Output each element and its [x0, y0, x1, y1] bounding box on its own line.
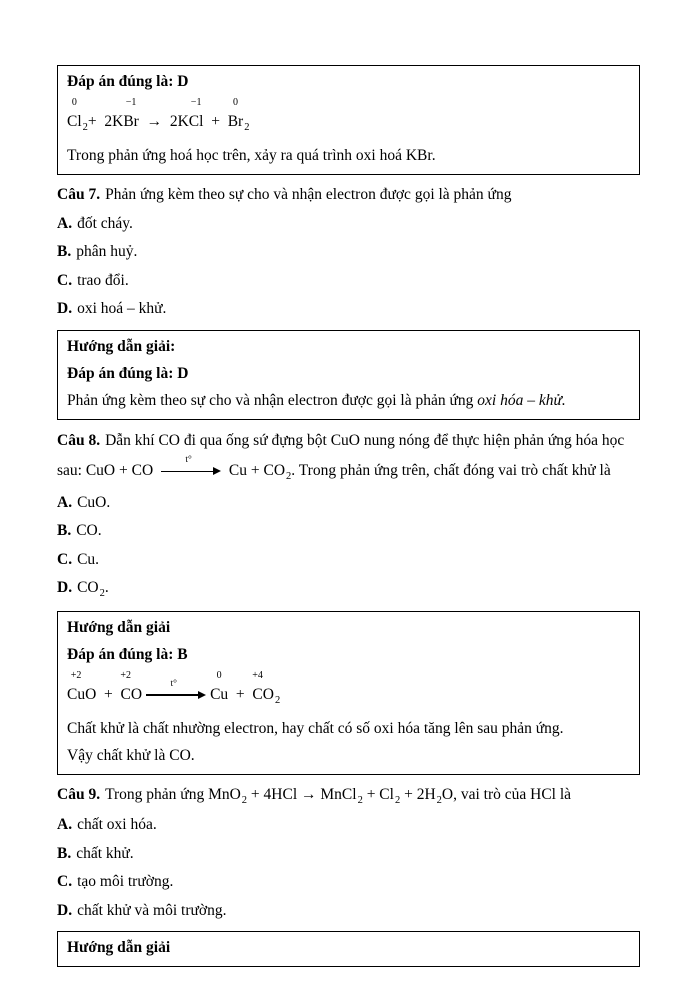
- q9-question: [57, 781, 640, 812]
- solution-note: Trong phản ứng hoá học trên, xảy ra quá trình oxi hoá KBr.: [67, 147, 436, 164]
- q9-option-d: [57, 897, 640, 926]
- option-formula: $CO_2$.: [77, 579, 109, 599]
- solution-text-2: Vậy chất khử là CO.: [67, 746, 195, 764]
- answer-line: [67, 68, 630, 95]
- option-text: tạo môi trường.: [77, 873, 174, 890]
- solution-box-q8: [57, 611, 640, 775]
- option-text: chất khử và môi trường.: [77, 901, 227, 919]
- option-letter: D.: [57, 579, 73, 596]
- option-letter: B.: [57, 243, 72, 260]
- solution-heading: Hướng dẫn giải: [67, 618, 171, 636]
- option-letter: A.: [57, 214, 73, 232]
- solution-heading: Hướng dẫn giải:: [67, 337, 176, 355]
- solution-text-1: Chất khử là chất nhường electron, hay chất có số oxi hóa tăng lên sau phản ứng.: [67, 719, 564, 737]
- q9-number: Câu 9.: [57, 785, 101, 803]
- q8-option-a: [57, 489, 640, 518]
- q8-text-before: Dẫn khí CO đi qua ống sứ đựng bột CuO nung nóng để thực hiện phản ứng hóa học sau:: [57, 431, 625, 479]
- option-letter: A.: [57, 816, 73, 833]
- document-page: [57, 65, 640, 973]
- option-formula: Cu.: [77, 550, 100, 568]
- option-text: oxi hoá – khử.: [77, 300, 167, 317]
- q8-number: Câu 8.: [57, 431, 101, 449]
- option-letter: D.: [57, 901, 73, 919]
- option-text: chất oxi hóa.: [77, 816, 157, 833]
- chemical-equation-q8: +2 CuO + +2 CO t° 0 Cu + +4 $CO_2$: [67, 669, 281, 706]
- q9-option-c: [57, 868, 640, 897]
- answer-text: Đáp án đúng là: D: [67, 73, 189, 90]
- answer-line: Đáp án đúng là: D: [67, 364, 189, 382]
- solution-heading: Hướng dẫn giải: [67, 939, 171, 956]
- option-letter: A.: [57, 493, 73, 511]
- q8-option-c: [57, 546, 640, 575]
- option-letter: C.: [57, 550, 73, 568]
- solution-text: Phản ứng kèm theo sự cho và nhận electron được gọi là phản ứng oxi hóa – khử.: [67, 391, 566, 409]
- solution-box-q7: [57, 330, 640, 420]
- q7-option-a: [57, 210, 640, 239]
- q8-question: [57, 426, 640, 489]
- q7-option-d: [57, 295, 640, 324]
- q8-text-after: . Trong phản ứng trên, chất đóng vai trò chất khử là: [291, 462, 611, 479]
- option-text: đốt cháy.: [77, 214, 133, 232]
- q9-option-a: [57, 811, 640, 840]
- solution-box-q6: [57, 65, 640, 175]
- option-formula: CuO.: [77, 493, 111, 511]
- option-letter: C.: [57, 873, 73, 890]
- option-letter: B.: [57, 844, 72, 862]
- q8-option-d: [57, 574, 640, 605]
- q7-option-c: [57, 267, 640, 296]
- answer-line: Đáp án đúng là: B: [67, 645, 188, 663]
- option-formula: CO.: [76, 522, 102, 539]
- q9-text: Trong phản ứng MnO$_2$ + 4HCl → MnCl$_2$ + $Cl_2 + 2H_2O$, vai trò của HCl là: [105, 785, 572, 806]
- solution-box-q9: [57, 931, 640, 967]
- solution-text-italic: oxi hóa – khử.: [477, 391, 566, 409]
- option-text: trao đổi.: [77, 271, 129, 289]
- q7-option-b: [57, 238, 640, 267]
- q7-question: [57, 181, 640, 210]
- q7-text: Phản ứng kèm theo sự cho và nhận electron được gọi là phản ứng: [105, 186, 512, 203]
- chemical-equation-q6: 0 $Cl_2+ 2K$ −1 Br → 2K −1 Cl + 0 $Br_2$: [67, 97, 250, 133]
- option-text: phân huỷ.: [76, 243, 138, 260]
- option-letter: C.: [57, 271, 73, 289]
- q8-option-b: [57, 517, 640, 546]
- q7-number: Câu 7.: [57, 186, 101, 203]
- q9-option-b: [57, 840, 640, 869]
- option-letter: B.: [57, 522, 72, 539]
- q8-inline-equation: CuO + CO t° $Cu + CO_2$: [85, 455, 292, 482]
- option-letter: D.: [57, 300, 73, 317]
- option-text: chất khử.: [76, 844, 134, 862]
